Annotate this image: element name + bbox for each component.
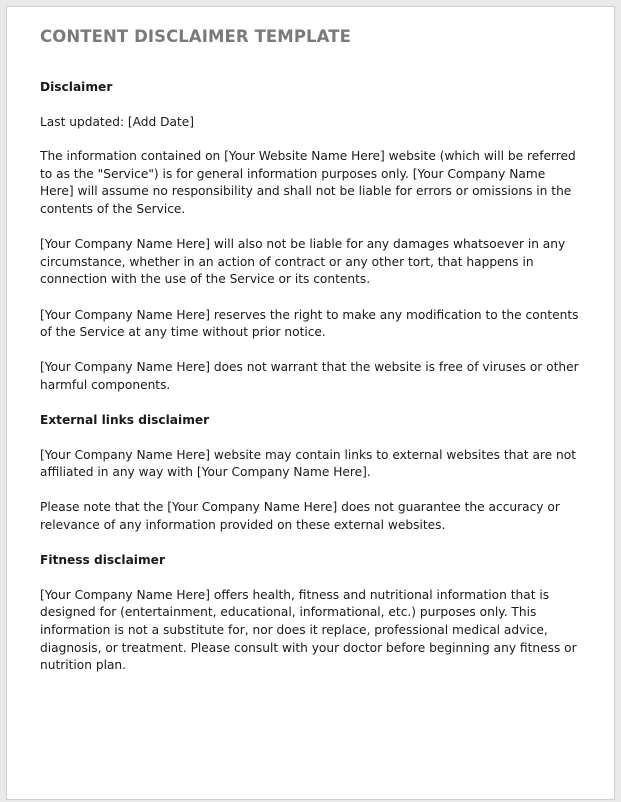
paragraph: [Your Company Name Here] offers health, fitness and nutritional information that is designed for (entertainment, educational, informational, etc.) purposes only. This information is not a substitute for, nor does it replace, professional medical advice, diagnosis, or treatment. Please consult with your doctor before beginning any fitness or nutrition plan. (40, 587, 577, 673)
section-heading: External links disclaimer (40, 413, 210, 428)
section-disclaimer (40, 79, 580, 395)
section-fitness (40, 552, 580, 675)
paragraph: The information contained on [Your Website Name Here] website (which will be referred to as the "Service") is for general information purposes only. [Your Company Name Here] will assume no responsibility and shall not be liable for errors or omissions in the contents of the Service. (40, 149, 576, 216)
document-title: CONTENT DISCLAIMER TEMPLATE (40, 27, 351, 46)
section-external-links (40, 412, 580, 535)
document-page (6, 6, 615, 800)
document-body (40, 27, 580, 692)
paragraph: [Your Company Name Here] will also not be liable for any damages whatsoever in any circumstance, whether in an action of contract or any other tort, that happens in connection with the use of the Service or its contents. (40, 237, 566, 287)
paragraph: [Your Company Name Here] does not warrant that the website is free of viruses or other harmful components. (40, 360, 579, 392)
paragraph: [Your Company Name Here] website may contain links to external websites that are not affiliated in any way with [Your Company Name Here]. (40, 447, 577, 480)
last-updated-text: Last updated: [Add Date] (40, 114, 195, 129)
paragraph: Please note that the [Your Company Name Here] does not guarantee the accuracy or relevance of any information provided on these external websites. (40, 500, 560, 533)
paragraph: [Your Company Name Here] reserves the right to make any modification to the contents of the Service at any time without prior notice. (40, 307, 579, 340)
section-heading: Disclaimer (40, 80, 113, 94)
section-heading: Fitness disclaimer (40, 553, 165, 568)
